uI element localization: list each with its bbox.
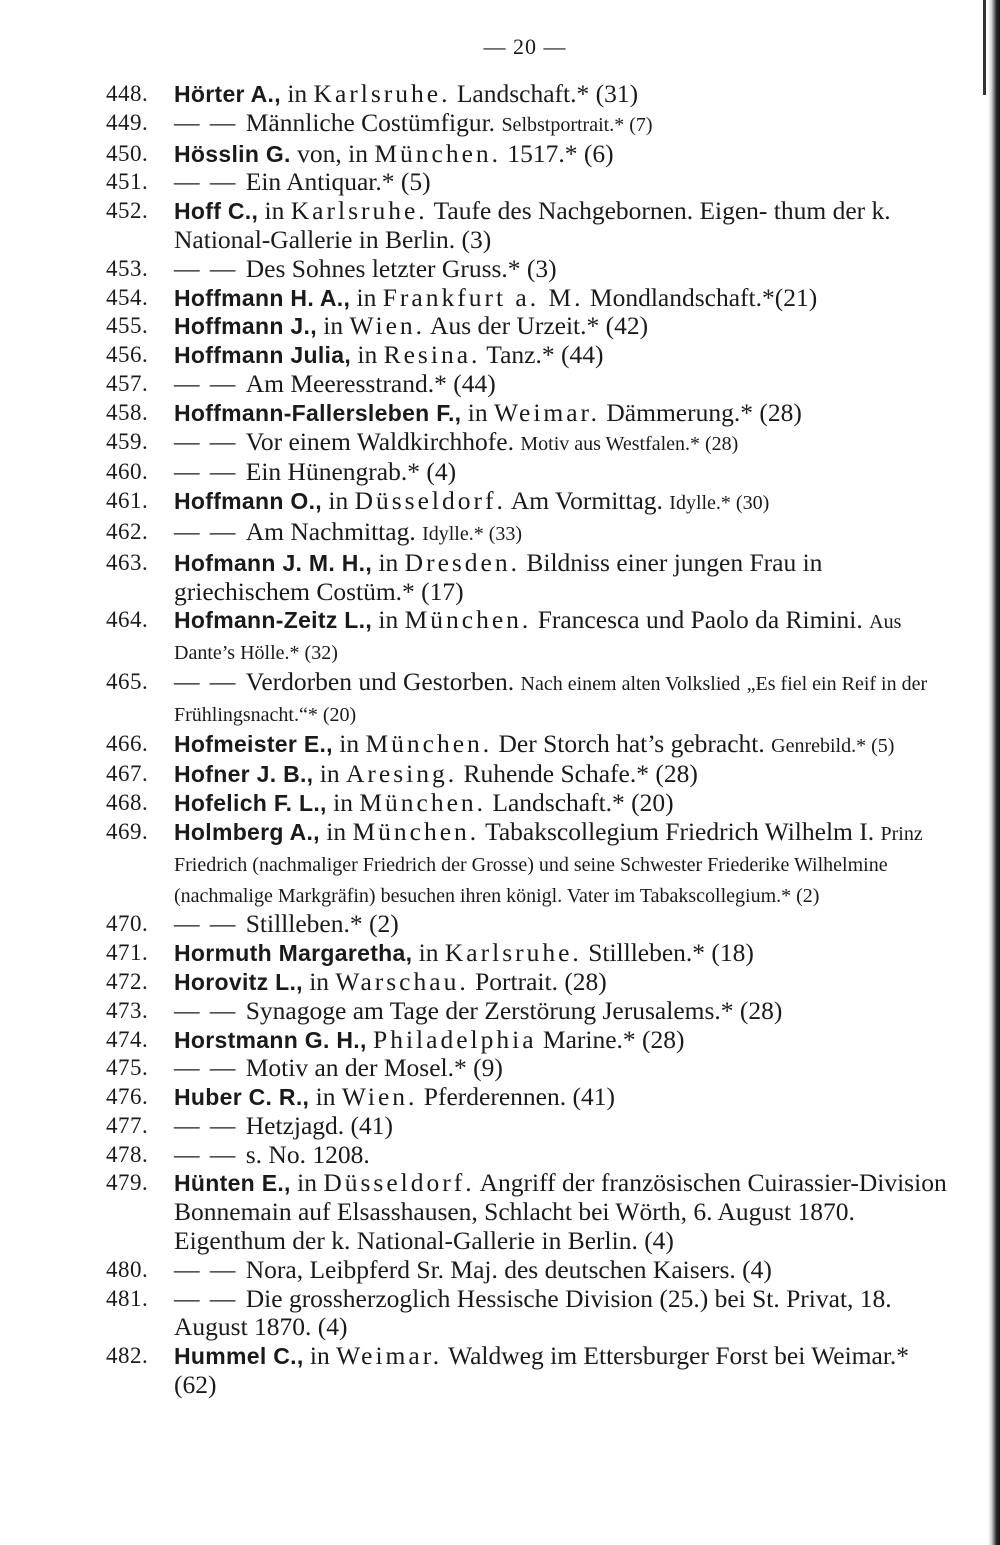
catalog-entries bbox=[106, 80, 956, 1400]
artwork-title: Waldweg im Ettersburger Forst bbox=[442, 1341, 768, 1371]
artwork-title: Der Storch hat’s gebracht. bbox=[492, 728, 765, 758]
entry-number: 451. bbox=[106, 169, 149, 195]
page-number: — 20 — bbox=[483, 34, 567, 59]
entry-number: 478. bbox=[106, 1141, 149, 1167]
entry-prefix: in bbox=[290, 1168, 324, 1198]
artist-name: Hoffmann-Fallersleben F., bbox=[174, 399, 462, 426]
artwork-title: Aus der Urzeit.* (42) bbox=[425, 311, 649, 341]
artwork-title: Verdorben und Gestorben. bbox=[245, 666, 521, 696]
artwork-note: Motiv aus Westfalen.* (28) bbox=[520, 432, 739, 455]
entry-number: 450. bbox=[106, 140, 149, 166]
catalog-entry bbox=[106, 1256, 956, 1285]
page-edge-shadow bbox=[988, 0, 1000, 1545]
catalog-entry bbox=[106, 370, 956, 399]
artwork-note: Selbstportrait.* (7) bbox=[501, 113, 653, 136]
entry-number: 481. bbox=[106, 1285, 149, 1311]
entry-prefix: — — bbox=[174, 368, 246, 398]
catalog-entry bbox=[106, 312, 956, 341]
entry-number: 475. bbox=[106, 1055, 149, 1081]
artwork-title: Pferderennen. (41) bbox=[417, 1082, 615, 1112]
artwork-title: Landschaft.* (31) bbox=[450, 79, 639, 108]
city-name: Warschau. bbox=[335, 966, 469, 996]
catalog-entry bbox=[106, 818, 956, 910]
artwork-title: Männliche Costümfigur. bbox=[245, 107, 502, 137]
entry-prefix: in bbox=[313, 759, 346, 789]
entry-number: 466. bbox=[106, 730, 149, 756]
entry-prefix: — — bbox=[174, 516, 246, 546]
entry-continuation: bei Weimar.* (62) bbox=[174, 1341, 910, 1400]
artwork-title: s. No. 1208. bbox=[245, 1139, 370, 1169]
catalog-entry bbox=[106, 487, 956, 518]
artist-name: Hormuth Margaretha, bbox=[174, 940, 413, 967]
artwork-title: Vor einem Waldkirchhofe. bbox=[245, 426, 521, 456]
entry-prefix: — — bbox=[174, 253, 246, 283]
city-name: Karlsruhe. bbox=[313, 79, 451, 108]
catalog-entry bbox=[106, 939, 956, 968]
artist-name: Hummel C., bbox=[174, 1343, 304, 1370]
artist-name: Hoffmann J., bbox=[174, 313, 317, 340]
entry-number: 474. bbox=[106, 1026, 149, 1052]
entry-prefix: — — bbox=[174, 167, 246, 197]
entry-prefix: in bbox=[372, 547, 405, 577]
entry-number: 482. bbox=[106, 1343, 149, 1369]
catalog-entry bbox=[106, 428, 956, 459]
catalog-entry bbox=[106, 997, 956, 1026]
catalog-entry bbox=[106, 760, 956, 789]
artwork-title: Ein Hünengrab.* (4) bbox=[245, 457, 457, 487]
entry-number: 460. bbox=[106, 459, 149, 485]
entry-prefix: — — bbox=[174, 107, 246, 137]
catalog-entry bbox=[106, 255, 956, 284]
city-name: Philadelphia bbox=[373, 1024, 537, 1054]
catalog-entry bbox=[106, 168, 956, 197]
city-name: Wien. bbox=[349, 311, 426, 341]
entry-prefix: in bbox=[280, 79, 314, 108]
entry-number: 453. bbox=[106, 255, 149, 281]
city-name: Dresden. bbox=[404, 547, 520, 577]
city-name: Resina. bbox=[383, 340, 481, 370]
artwork-title: Mondlandschaft.*(21) bbox=[583, 282, 818, 312]
artist-name: Hofelich F. L., bbox=[174, 790, 327, 817]
catalog-entry bbox=[106, 1342, 956, 1400]
entry-continuation: Wilhelm I. bbox=[764, 816, 881, 846]
entry-prefix: — — bbox=[174, 1254, 246, 1284]
city-name: Karlsruhe. bbox=[290, 196, 428, 226]
catalog-entry bbox=[106, 197, 956, 255]
artwork-title: Am Vormittag. bbox=[505, 486, 670, 516]
artist-name: Hoffmann O., bbox=[174, 488, 322, 515]
catalog-entry bbox=[106, 730, 956, 761]
city-name: Wien. bbox=[341, 1082, 418, 1112]
entry-continuation: St. Privat, 18. August 1870. (4) bbox=[174, 1283, 892, 1342]
page-edge-mark bbox=[983, 0, 986, 95]
entry-prefix: — — bbox=[174, 1110, 246, 1140]
artwork-title: Ruhende Schafe.* (28) bbox=[457, 759, 698, 789]
entry-prefix: in bbox=[350, 282, 383, 312]
artist-name: Hoff C., bbox=[174, 198, 259, 225]
entry-prefix: — — bbox=[174, 1139, 246, 1169]
catalog-entry bbox=[106, 140, 956, 169]
artwork-note: Idylle.* (30) bbox=[669, 492, 770, 515]
entry-prefix: in bbox=[258, 196, 291, 226]
catalog-entry bbox=[106, 1285, 956, 1343]
artist-name: Holmberg A., bbox=[174, 818, 320, 845]
city-name: Frankfurt a. M. bbox=[382, 282, 584, 312]
entry-continuation: Rimini. bbox=[785, 605, 870, 635]
entry-number: 449. bbox=[106, 109, 149, 135]
catalog-entry bbox=[106, 549, 956, 607]
entry-prefix: in bbox=[303, 1341, 337, 1371]
entry-number: 459. bbox=[106, 428, 149, 454]
entry-number: 469. bbox=[106, 818, 149, 844]
artwork-title: Portrait. (28) bbox=[468, 966, 607, 996]
entry-number: 461. bbox=[106, 488, 149, 514]
artwork-title: Am Meeresstrand.* (44) bbox=[245, 368, 496, 398]
entry-prefix: in bbox=[326, 788, 360, 818]
artwork-title: Dämmerung.* (28) bbox=[600, 397, 802, 427]
catalog-entry bbox=[106, 968, 956, 997]
entry-number: 467. bbox=[106, 761, 149, 787]
entry-number: 457. bbox=[106, 370, 149, 396]
artwork-title: Stillleben.* (2) bbox=[245, 909, 399, 939]
entry-number: 462. bbox=[106, 518, 149, 544]
entry-prefix: in bbox=[319, 816, 353, 846]
entry-continuation-note: Prinz Friedrich (nachmaliger Friedrich der Grosse) und seine Schwester Friederike Wilhelmine (nachmalige Markgräfin) besuchen ihren königl. Vater im Tabakscollegium.* (2) bbox=[174, 822, 923, 907]
catalog-entry bbox=[106, 1112, 956, 1141]
entry-continuation-note: „Es fiel ein Reif in der Frühlingsnacht.“* (20) bbox=[174, 672, 928, 726]
entry-number: 473. bbox=[106, 997, 149, 1023]
catalog-entry bbox=[106, 1054, 956, 1083]
artwork-title: Tabakscollegium Friedrich bbox=[479, 816, 759, 846]
catalog-entry bbox=[106, 284, 956, 313]
artist-name: Hofmann-Zeitz L., bbox=[174, 607, 373, 634]
city-name: München. bbox=[404, 605, 532, 635]
entry-number: 477. bbox=[106, 1112, 149, 1138]
city-name: München. bbox=[352, 816, 480, 846]
artwork-title: Nora, Leibpferd Sr. Maj. des deutschen Kaisers. (4) bbox=[245, 1254, 772, 1284]
catalog-entry bbox=[106, 910, 956, 939]
entry-number: 479. bbox=[106, 1170, 149, 1196]
catalog-entry bbox=[106, 458, 956, 487]
artwork-title: Landschaft.* (20) bbox=[486, 788, 674, 818]
entry-prefix: in bbox=[309, 1082, 342, 1112]
entry-number: 472. bbox=[106, 968, 149, 994]
entry-number: 476. bbox=[106, 1084, 149, 1110]
catalog-entry bbox=[106, 789, 956, 818]
entry-prefix: — — bbox=[174, 666, 246, 696]
artwork-title: Stillleben.* (18) bbox=[581, 938, 754, 968]
artwork-title: Motiv an der Mosel.* (9) bbox=[245, 1053, 503, 1083]
artist-name: Hoffmann Julia, bbox=[174, 342, 352, 369]
entry-continuation-note: Genrebild.* (5) bbox=[771, 734, 895, 757]
entry-prefix: in bbox=[302, 966, 336, 996]
entry-number: 480. bbox=[106, 1256, 149, 1282]
city-name: Düsseldorf. bbox=[354, 486, 506, 516]
artwork-title: Des Sohnes letzter Gruss.* (3) bbox=[245, 253, 557, 283]
artwork-title: Hetzjagd. (41) bbox=[245, 1110, 394, 1140]
entry-continuation: Frau in griechischem Costüm.* (17) bbox=[174, 547, 823, 606]
catalog-entry bbox=[106, 518, 956, 549]
artwork-note: Nach einem alten Volkslied bbox=[520, 672, 741, 695]
catalog-entry bbox=[106, 341, 956, 370]
catalog-entry bbox=[106, 80, 956, 109]
entry-number: 471. bbox=[106, 940, 149, 966]
catalog-entry bbox=[106, 1026, 956, 1055]
catalog-entry bbox=[106, 1083, 956, 1112]
entry-prefix: in bbox=[332, 728, 366, 758]
artist-name: Hofner J. B., bbox=[174, 761, 314, 788]
artwork-title: Francesca und Paolo da bbox=[531, 605, 780, 635]
artwork-title: Tanz.* (44) bbox=[480, 340, 604, 370]
city-name: Aresing. bbox=[345, 759, 458, 789]
entry-prefix: in bbox=[321, 486, 355, 516]
entry-number: 464. bbox=[106, 607, 149, 633]
entry-number: 454. bbox=[106, 284, 149, 310]
artist-name: Hörter A., bbox=[174, 81, 281, 107]
entry-prefix: in bbox=[372, 605, 405, 635]
entry-prefix: — — bbox=[174, 457, 246, 487]
entry-number: 448. bbox=[106, 81, 149, 106]
entry-number: 456. bbox=[106, 342, 149, 368]
artwork-title: Am Nachmittag. bbox=[245, 516, 423, 546]
artist-name: Hösslin G. bbox=[174, 140, 291, 167]
entry-prefix: in bbox=[412, 938, 445, 968]
artwork-title: Taufe des Nachgebornen. Eigen- bbox=[427, 196, 768, 226]
artist-name: Horovitz L., bbox=[174, 968, 303, 995]
entry-prefix: — — bbox=[174, 995, 246, 1025]
entry-number: 452. bbox=[106, 198, 149, 224]
entry-number: 468. bbox=[106, 790, 149, 816]
catalog-entry bbox=[106, 1169, 956, 1255]
artwork-title: Bildniss einer jungen bbox=[520, 547, 744, 577]
entry-continuation: Cuirassier-Division Bonnemain auf Elsasshausen, Schlacht bei Wörth, 6. August 1870. Eigenthum der k. National-Gallerie in Berlin. (4) bbox=[174, 1168, 947, 1256]
entry-continuation: thum der k. National-Gallerie in Berlin. (3) bbox=[174, 196, 891, 254]
catalog-entry bbox=[106, 668, 956, 730]
artist-name: Hofmann J. M. H., bbox=[174, 549, 373, 576]
artwork-title: Die grossherzoglich Hessische Division (25.) bei bbox=[245, 1283, 746, 1313]
entry-number: 463. bbox=[106, 549, 149, 575]
entry-prefix: — — bbox=[174, 426, 246, 456]
city-name: München. bbox=[365, 728, 493, 758]
artist-name: Horstmann G. H., bbox=[174, 1026, 367, 1053]
artist-name: Hünten E., bbox=[174, 1170, 291, 1197]
entry-prefix: in bbox=[351, 340, 384, 370]
entry-prefix: von, in bbox=[290, 138, 375, 168]
entry-number: 465. bbox=[106, 668, 149, 694]
entry-prefix: — — bbox=[174, 1283, 246, 1313]
entry-number: 455. bbox=[106, 313, 149, 339]
entry-prefix: — — bbox=[174, 909, 246, 939]
artist-name: Huber C. R., bbox=[174, 1084, 310, 1111]
artwork-title: Ein Antiquar.* (5) bbox=[245, 167, 431, 197]
city-name: Weimar. bbox=[336, 1341, 443, 1371]
artist-name: Hoffmann H. A., bbox=[174, 284, 351, 311]
city-name: Karlsruhe. bbox=[444, 938, 582, 968]
artwork-title: Synagoge am Tage der Zerstörung Jerusalems.* (28) bbox=[245, 995, 783, 1025]
catalog-entry bbox=[106, 606, 956, 668]
artwork-title: Marine.* (28) bbox=[536, 1024, 685, 1054]
city-name: München. bbox=[359, 788, 487, 818]
entry-number: 470. bbox=[106, 911, 149, 937]
entry-prefix: in bbox=[316, 311, 350, 341]
artwork-note: Idylle.* (33) bbox=[422, 522, 523, 545]
entry-prefix: in bbox=[461, 397, 494, 427]
city-name: Weimar. bbox=[493, 397, 601, 427]
city-name: München. bbox=[374, 138, 502, 168]
city-name: Düsseldorf. bbox=[323, 1168, 475, 1198]
artwork-title: 1517.* (6) bbox=[501, 138, 614, 168]
artist-name: Hofmeister E., bbox=[174, 730, 333, 757]
catalog-entry bbox=[106, 1141, 956, 1170]
entry-number: 458. bbox=[106, 399, 149, 425]
catalog-entry bbox=[106, 109, 956, 140]
entry-continuation-note: Aus Dante’s Hölle.* (32) bbox=[174, 611, 902, 665]
catalog-entry bbox=[106, 399, 956, 428]
artwork-title: Angriff der französischen bbox=[474, 1168, 742, 1198]
entry-prefix: — — bbox=[174, 1053, 246, 1083]
